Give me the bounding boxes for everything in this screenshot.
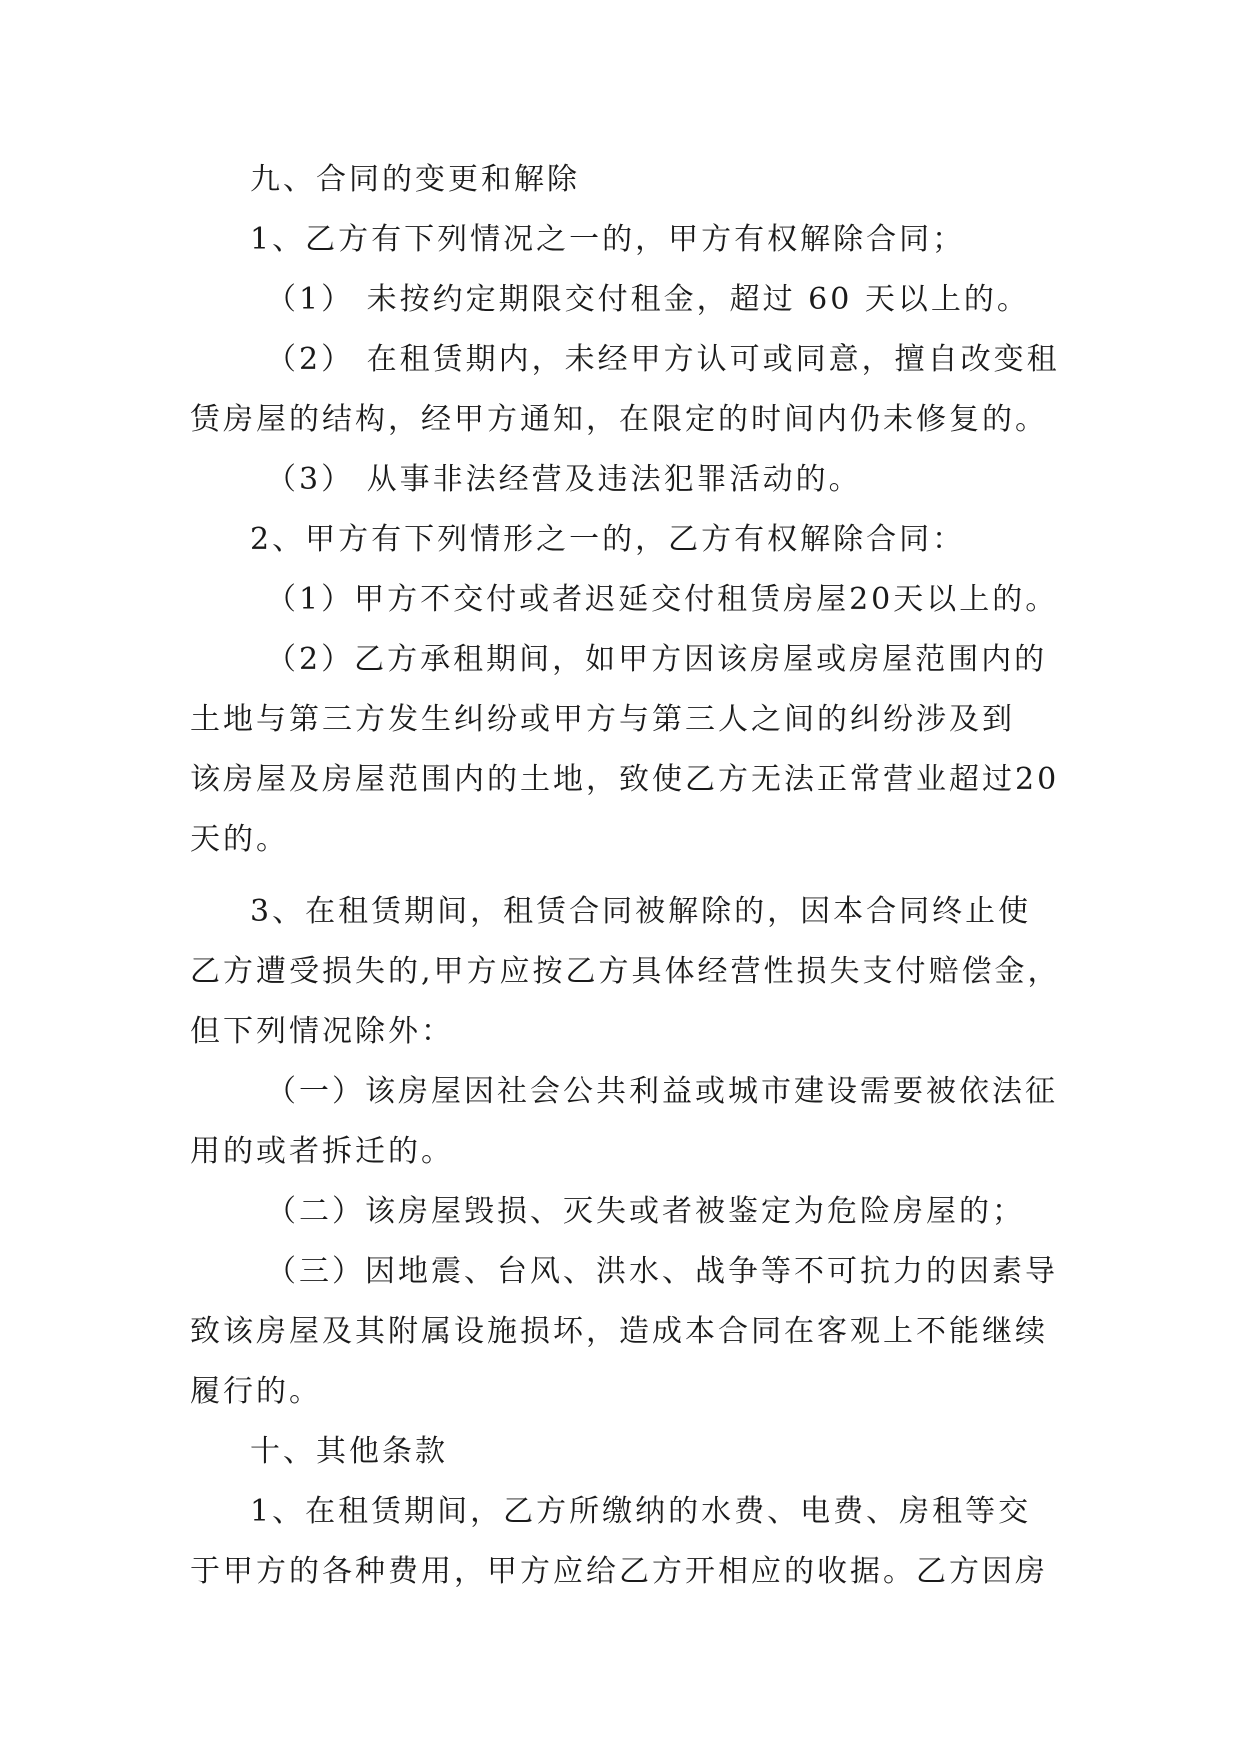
clause-text: （三）因地震、台风、洪水、战争等不可抗力的因素导 (266, 1254, 1058, 1289)
clause-text: 乙方遭受损失的,甲方应按乙方具体经营性损失支付赔偿金， (190, 954, 1061, 989)
section-heading-nine: 九、合同的变更和解除 (250, 162, 580, 197)
clause-text: 1、乙方有下列情况之一的，甲方有权解除合同； (250, 222, 966, 257)
clause-text: 3、在租赁期间，租赁合同被解除的，因本合同终止使 (250, 894, 1032, 929)
clause-text: （3） 从事非法经营及违法犯罪活动的。 (266, 462, 862, 497)
clause-text: （2）乙方承租期间，如甲方因该房屋或房屋范围内的 (266, 642, 1048, 677)
section-heading-ten: 十、其他条款 (250, 1434, 448, 1469)
clause-text: （2） 在租赁期内，未经甲方认可或同意，擅自改变租 (266, 342, 1060, 377)
clause-text: 履行的。 (190, 1374, 322, 1409)
clause-text: 致该房屋及其附属设施损坏，造成本合同在客观上不能继续 (190, 1314, 1048, 1349)
clause-text: 该房屋及房屋范围内的土地，致使乙方无法正常营业超过20 (190, 762, 1060, 797)
clause-text: （1）甲方不交付或者迟延交付租赁房屋20天以上的。 (266, 582, 1059, 617)
clause-text: 赁房屋的结构，经甲方通知，在限定的时间内仍未修复的。 (190, 402, 1048, 437)
clause-text: 于甲方的各种费用，甲方应给乙方开相应的收据。乙方因房 (190, 1554, 1048, 1589)
clause-text: 天的。 (190, 822, 289, 857)
clause-text: 2、甲方有下列情形之一的，乙方有权解除合同： (250, 522, 966, 557)
paragraph-gap (190, 870, 1050, 882)
clause-text: 但下列情况除外： (190, 1014, 454, 1049)
clause-text: （一）该房屋因社会公共利益或城市建设需要被依法征 (266, 1074, 1058, 1109)
clause-text: （二）该房屋毁损、灭失或者被鉴定为危险房屋的； (266, 1194, 1025, 1229)
clause-text: 用的或者拆迁的。 (190, 1134, 454, 1169)
clause-text: 土地与第三方发生纠纷或甲方与第三人之间的纠纷涉及到 (190, 702, 1015, 737)
contract-text (190, 150, 1061, 1602)
clause-text: （1） 未按约定期限交付租金，超过 60 天以上的。 (266, 282, 1030, 317)
clause-text: 1、在租赁期间，乙方所缴纳的水费、电费、房租等交 (250, 1494, 1032, 1529)
